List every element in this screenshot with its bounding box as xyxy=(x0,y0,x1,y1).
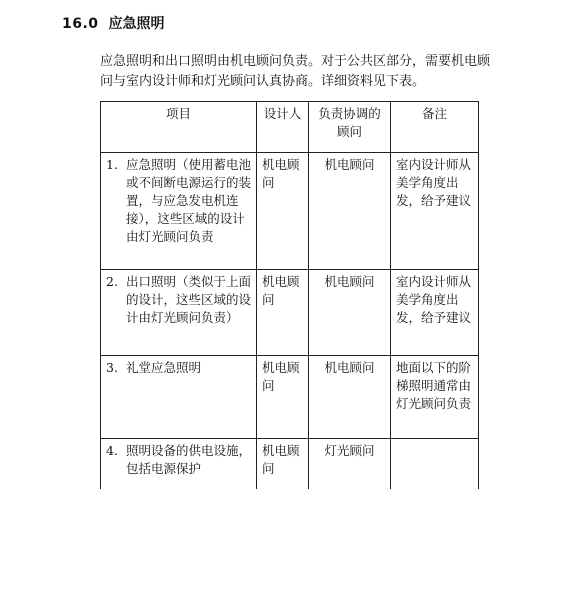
section-title: 应急照明 xyxy=(108,16,165,32)
table-header-row xyxy=(101,102,479,153)
responsibility-table xyxy=(100,101,479,489)
cell-remark xyxy=(391,439,479,490)
table-row xyxy=(101,439,479,490)
cell-item xyxy=(101,270,257,356)
cell-coordinator: 灯光顾问 xyxy=(309,439,391,490)
row-number: 3. xyxy=(106,360,118,375)
item-text: 礼堂应急照明 xyxy=(126,360,202,375)
header-coordinator: 负责协调的顾问 xyxy=(309,102,391,153)
item-text: 出口照明（类似于上面的设计，这些区域的设计由灯光顾问负责） xyxy=(126,274,252,325)
table-row xyxy=(101,270,479,356)
cell-designer: 机电顾问 xyxy=(257,270,309,356)
header-designer: 设计人 xyxy=(257,102,309,153)
cell-designer: 机电顾问 xyxy=(257,356,309,439)
cell-coordinator: 机电顾问 xyxy=(309,270,391,356)
item-text: 照明设备的供电设施，包括电源保护 xyxy=(126,443,252,476)
cell-item xyxy=(101,153,257,270)
cell-remark: 地面以下的阶梯照明通常由灯光顾问负责 xyxy=(391,356,479,439)
cell-remark: 室内设计师从美学角度出发，给予建议 xyxy=(391,270,479,356)
row-number: 4. xyxy=(106,443,118,458)
cell-coordinator: 机电顾问 xyxy=(309,356,391,439)
table-row xyxy=(101,153,479,270)
table-row xyxy=(101,356,479,439)
cell-remark: 室内设计师从美学角度出发，给予建议 xyxy=(391,153,479,270)
item-text: 应急照明（使用蓄电池或不间断电源运行的装置，与应急发电机连接），这些区域的设计由灯光顾问负责 xyxy=(126,157,252,244)
section-heading xyxy=(62,14,165,34)
cell-designer: 机电顾问 xyxy=(257,153,309,270)
cell-designer: 机电顾问 xyxy=(257,439,309,490)
header-item: 项目 xyxy=(101,102,257,153)
cell-item xyxy=(101,356,257,439)
cell-coordinator: 机电顾问 xyxy=(309,153,391,270)
row-number: 1. xyxy=(106,157,118,172)
row-number: 2. xyxy=(106,274,118,289)
section-number: 16.0 xyxy=(62,16,99,32)
intro-paragraph: 应急照明和出口照明由机电顾问负责。对于公共区部分，需要机电顾问与室内设计师和灯光顾问认真协商。详细资料见下表。 xyxy=(100,54,491,89)
header-remark: 备注 xyxy=(391,102,479,153)
cell-item xyxy=(101,439,257,490)
